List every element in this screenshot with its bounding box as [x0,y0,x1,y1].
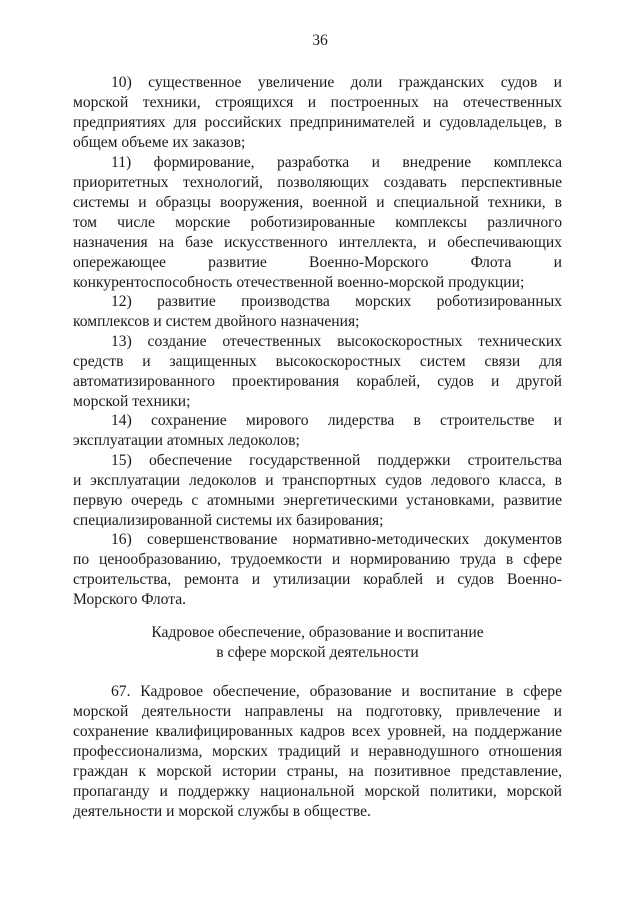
section-heading-line: в сфере морской деятельности [216,644,419,661]
section-heading-line: Кадровое обеспечение, образование и воспитание [151,624,484,641]
list-item-12 [73,292,562,332]
item-line: эксплуатации атомных ледоколов; [73,432,300,449]
item-line: средств и защищенных высокоскоростных систем связи для [73,353,562,370]
item-line: 16) совершенствование нормативно-методических документов [111,531,562,548]
paragraph-line: морской деятельности направлены на подготовку, привлечение и [73,703,562,720]
item-line: том числе морские роботизированные комплексы различного [73,214,562,231]
paragraph-line: пропаганду и поддержку национальной морской политики, морской [73,783,562,800]
item-line: назначения на базе искусственного интеллекта, и обеспечивающих [73,234,562,251]
paragraph-line: деятельности и морской службы в обществе. [73,803,371,820]
list-item-10 [73,73,562,153]
item-line: первую очередь с атомными энергетическими установками, развитие [73,492,562,509]
list-item-14 [73,411,562,451]
item-line: приоритетных технологий, позволяющих создавать перспективные [73,174,562,191]
item-line: морской техники, строящихся и построенных на отечественных [73,94,562,111]
item-line: 13) создание отечественных высокоскоростных технических [111,333,562,350]
item-line: конкурентоспособность отечественной военно-морской продукции; [73,274,525,291]
item-line: Морского Флота. [73,591,187,608]
paragraph-line: сохранение квалифицированных кадров всех уровней, на поддержание [73,723,562,740]
item-line: 11) формирование, разработка и внедрение комплекса [111,154,562,171]
item-line: морской техники; [73,393,191,410]
item-line: строительства, ремонта и утилизации кораблей и судов Военно- [73,571,562,588]
page-number: 36 [312,32,328,49]
item-line: предприятиях для российских предпринимателей и судовладельцев, в [73,114,562,131]
list-item-13 [73,332,562,412]
item-line: общем объеме их заказов; [73,134,246,151]
item-line: по ценообразованию, трудоемкости и нормированию труда в сфере [73,551,562,568]
list-item-11 [73,153,562,293]
item-line: автоматизированного проектирования кораблей, судов и другой [73,373,562,390]
item-line: системы и образцы вооружения, военной и специальной техники, в [73,194,562,211]
paragraph-67 [73,682,562,822]
item-line: 12) развитие производства морских роботизированных [111,293,562,310]
section-heading [73,623,562,663]
list-item-16 [73,530,562,610]
paragraph-line: профессионализма, морских традиций и неравнодушного отношения [73,743,562,760]
item-line: 15) обеспечение государственной поддержки строительства [111,452,562,469]
item-line: 10) существенное увеличение доли гражданских судов и [111,74,562,91]
item-line: специализированной системы их базирования; [73,512,384,529]
item-line: опережающее развитие Военно-Морского Флота и [73,254,562,271]
item-line: комплексов и систем двойного назначения; [73,313,360,330]
paragraph-line: 67. Кадровое обеспечение, образование и воспитание в сфере [111,683,562,700]
item-line: 14) сохранение мирового лидерства в строительстве и [111,412,562,429]
item-line: и эксплуатации ледоколов и транспортных судов ледового класса, в [73,472,562,489]
paragraph-line: граждан к морской истории страны, на позитивное представление, [73,763,562,780]
list-item-15 [73,451,562,531]
